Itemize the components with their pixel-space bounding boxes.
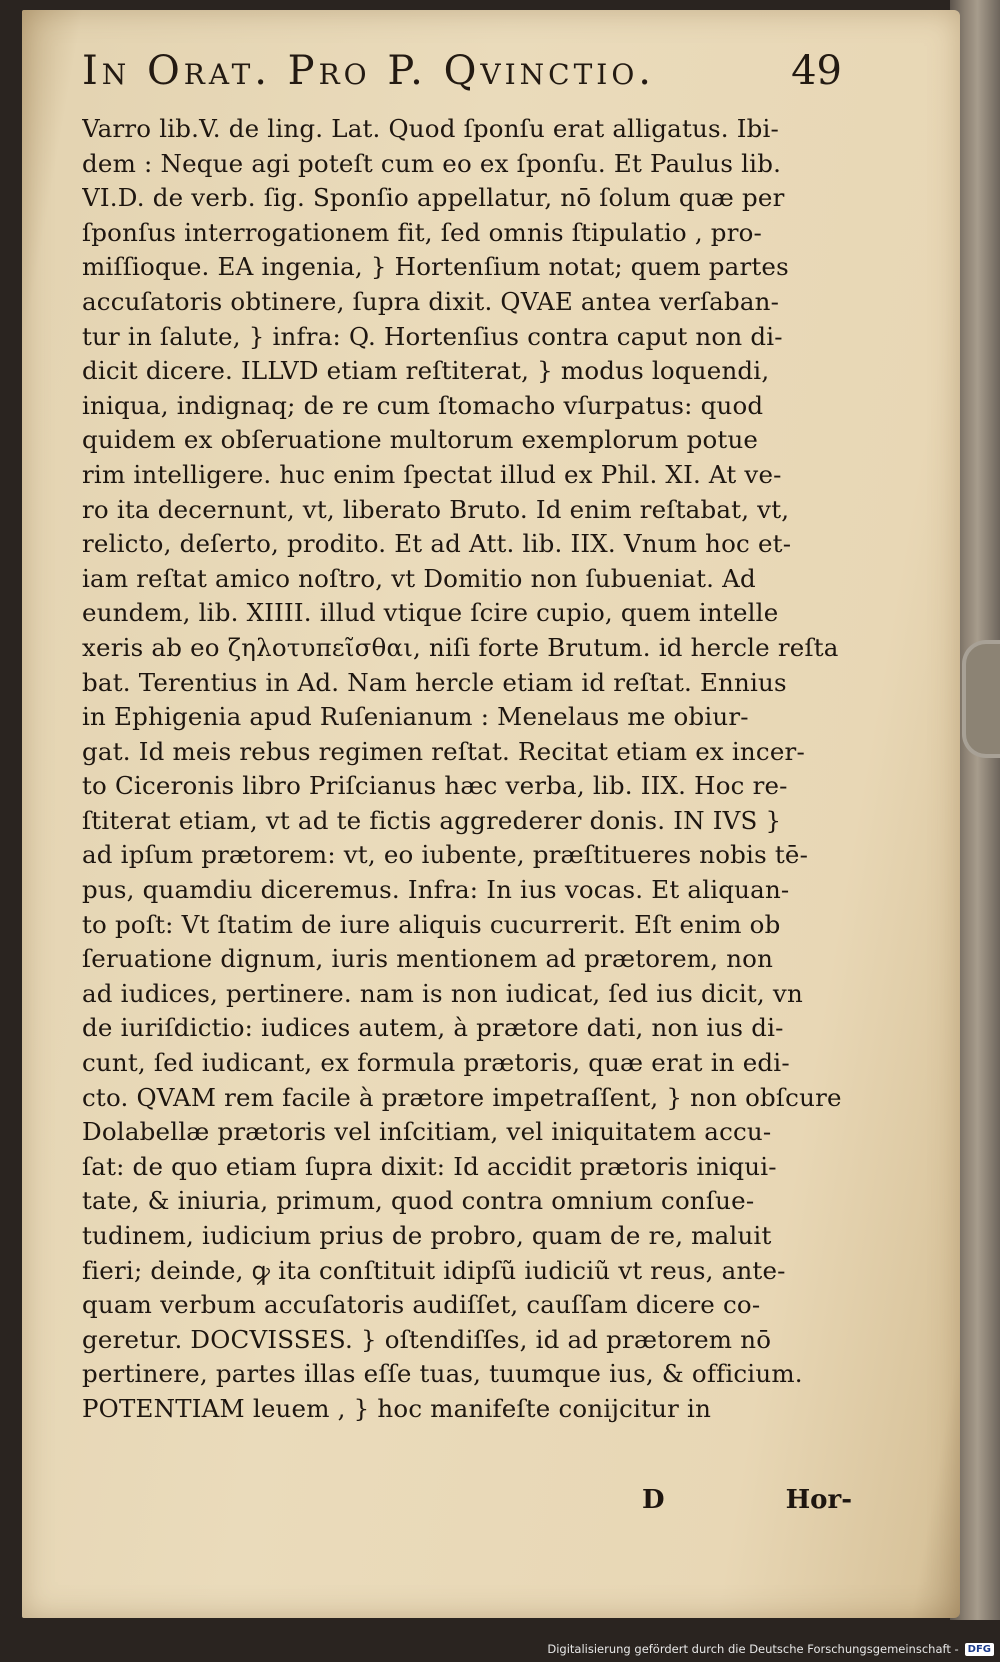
text-line: dicit dicere. ILLVD etiam reſtiterat, } modus loquendi, bbox=[82, 356, 770, 386]
text-line: tur in ſalute, } infra: Q. Hortenſius contra caput non di- bbox=[82, 321, 783, 351]
text-line: cto. QVAM rem facile à prætore impetraſſent, } non obſcure bbox=[82, 1082, 842, 1112]
page-header bbox=[82, 48, 842, 108]
text-line: in Ephigenia apud Ruſenianum : Menelaus me obiur- bbox=[82, 702, 749, 732]
text-line: ſeruatione dignum, iuris mentionem ad prætorem, non bbox=[82, 944, 774, 974]
text-line: ad iudices, pertinere. nam is non iudicat, ſed ius dicit, vn bbox=[82, 978, 803, 1008]
digitization-credit bbox=[547, 1639, 994, 1659]
text-line: ſtiterat etiam, vt ad te fictis aggrederer donis. IN IVS } bbox=[82, 805, 782, 835]
text-line: miſſioque. EA ingenia, } Hortenſium notat; quem partes bbox=[82, 252, 789, 282]
text-line: to poſt: Vt ſtatim de iure aliquis cucurrerit. Eſt enim ob bbox=[82, 909, 781, 939]
text-line: quidem ex obſeruatione multorum exemplorum potue bbox=[82, 425, 759, 455]
text-line: tate, & iniuria, primum, quod contra omnium conſue- bbox=[82, 1186, 755, 1216]
text-line: bat. Terentius in Ad. Nam hercle etiam id reſtat. Ennius bbox=[82, 667, 787, 697]
text-line: rim intelligere. huc enim ſpectat illud ex Phil. XI. At ve- bbox=[82, 459, 782, 489]
credit-text: Digitalisierung gefördert durch die Deutsche Forschungsgemeinschaft - bbox=[547, 1642, 959, 1656]
page-number: 49 bbox=[791, 48, 842, 94]
catchword: Hor- bbox=[785, 1485, 852, 1515]
signature-mark: D bbox=[642, 1485, 665, 1515]
text-line: ad ipſum prætorem: vt, eo iubente, præſtitueres nobis tē- bbox=[82, 840, 809, 870]
text-line: accuſatoris obtinere, ſupra dixit. QVAE antea verſaban- bbox=[82, 286, 780, 316]
text-line: xeris ab eo ζηλοτυπεῖσθαι, niſi forte Brutum. id hercle reſta bbox=[82, 632, 839, 662]
text-line: geretur. DOCVISSES. } oſtendiſſes, id ad prætorem nō bbox=[82, 1324, 772, 1354]
text-line: quam verbum accuſatoris audiſſet, cauſſam dicere co- bbox=[82, 1290, 761, 1320]
text-line: eundem, lib. XIIII. illud vtique ſcire cupio, quem intelle bbox=[82, 598, 779, 628]
page-footer bbox=[82, 1485, 852, 1525]
book-clasp bbox=[962, 640, 1000, 758]
text-line: de iuriſdictio: iudices autem, à prætore dati, non ius di- bbox=[82, 1013, 784, 1043]
text-line: cunt, ſed iudicant, ex formula prætoris, quæ erat in edi- bbox=[82, 1048, 790, 1078]
text-line: tudinem, iudicium prius de probro, quam de re, maluit bbox=[82, 1221, 772, 1250]
text-line: to Ciceronis libro Priſcianus hæc verba, lib. IIX. Hoc re- bbox=[82, 771, 788, 801]
text-line: ſat: de quo etiam ſupra dixit: Id accidit prætoris iniqui- bbox=[82, 1151, 777, 1181]
text-line: pus, quamdiu diceremus. Infra: In ius vocas. Et aliquan- bbox=[82, 875, 790, 905]
text-line: fieri; deinde, ꝙ ita conſtituit idipſũ iudiciũ vt reus, ante- bbox=[82, 1255, 786, 1285]
text-line: relicto, deſerto, prodito. Et ad Att. lib. IIX. Vnum hoc et- bbox=[82, 529, 792, 559]
body-text bbox=[82, 112, 852, 1427]
text-line: VI.D. de verb. ſig. Sponſio appellatur, nō ſolum quæ per bbox=[82, 183, 785, 213]
dfg-logo: DFG bbox=[965, 1643, 994, 1656]
text-line: Varro lib.V. de ling. Lat. Quod ſponſu erat alligatus. Ibi- bbox=[82, 114, 780, 143]
text-line: gat. Id meis rebus regimen reſtat. Recitat etiam ex incer- bbox=[82, 736, 805, 766]
text-line: iam reſtat amico noſtro, vt Domitio non ſubueniat. Ad bbox=[82, 563, 756, 593]
text-line: dem : Neque agi poteſt cum eo ex ſponſu. Et Paulus lib. bbox=[82, 148, 782, 178]
text-line: ro ita decernunt, vt, liberato Bruto. Id enim reſtabat, vt, bbox=[82, 494, 790, 524]
text-line: iniqua, indignaq; de re cum ſtomacho vſurpatus: quod bbox=[82, 390, 764, 420]
text-line: POTENTIAM leuem , } hoc manifeſte conijcitur in bbox=[82, 1393, 712, 1423]
text-line: ſponſus interrogationem fit, ſed omnis ſtipulatio , pro- bbox=[82, 217, 763, 247]
running-title: In Orat. Pro P. Qvinctio. bbox=[82, 48, 655, 94]
text-line: Dolabellæ prætoris vel inſcitiam, vel iniquitatem accu- bbox=[82, 1117, 772, 1147]
text-line: pertinere, partes illas eſſe tuas, tuumque ius, & officium. bbox=[82, 1359, 803, 1389]
